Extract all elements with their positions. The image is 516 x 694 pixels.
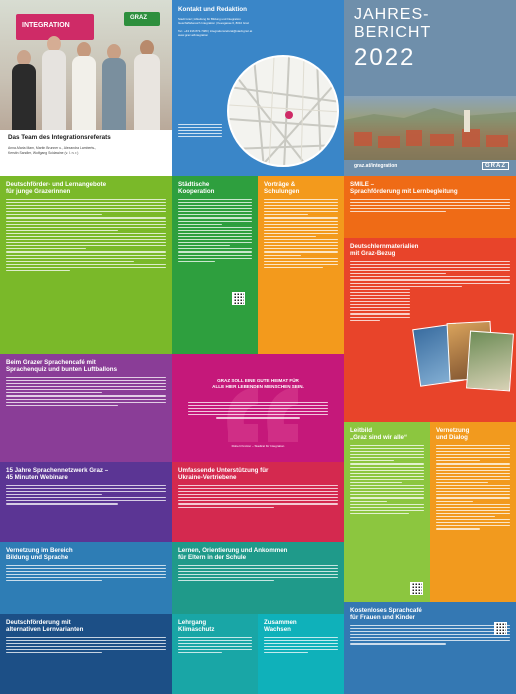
tile-vernetzung [430, 422, 516, 602]
tile-deutschlern-title: Deutschlernmaterialien mit Graz-Bezug [350, 243, 419, 258]
tile-alternativ-title: Deutschförderung mit alternativen Lernvarianten [6, 619, 84, 634]
tile-vortraege [258, 176, 344, 354]
tile-alternativ [0, 614, 172, 694]
cover-city-photo [344, 96, 516, 160]
tile-ukraine [172, 462, 344, 542]
tile-staedtische [172, 176, 258, 354]
person-4 [100, 44, 128, 130]
tile-vernetzung-title: Vernetzung und Dialog [436, 427, 470, 442]
qr-code-icon[interactable] [494, 622, 507, 635]
contact-line-2: Geschäftsbereich Integration | Keesgasse 6, 8010 Graz [178, 21, 250, 26]
qr-code-icon[interactable] [232, 292, 245, 305]
cover-year: 2022 [354, 44, 416, 71]
map-marker [285, 111, 293, 119]
cover-title-2: BERICHT [354, 24, 432, 41]
tile-leitbild [344, 422, 430, 602]
photo-banner: INTEGRATION [16, 14, 94, 40]
tile-sprachencafe [0, 354, 172, 462]
team-title: Das Team des Integrationsreferats [8, 134, 111, 141]
person-2 [40, 36, 68, 130]
tile-bildung-title: Vernetzung im Bereich Bildung und Sprache [6, 547, 73, 562]
cover-logo: GRAZ [482, 162, 509, 170]
tile-jahre15-title: 15 Jahre Sprachennetzwerk Graz – 45 Minuten Webinare [6, 467, 109, 482]
tile-smile [344, 176, 516, 238]
tile-deutschfoerder-title: Deutschförder- und Lernangebote für junge Grazerinnen [6, 181, 107, 196]
quote-section [172, 354, 344, 462]
tile-sprachencafe-title: Beim Grazer Sprachencafé mit Sprachenquiz und bunten Luftballons [6, 359, 118, 374]
contact-section [172, 0, 344, 176]
contact-line-1: Stadt Graz | Abteilung für Bildung und Integration [178, 17, 241, 21]
quote-author: Robert Krotzer – Stadtrat für Integration [231, 444, 285, 448]
map-circle [227, 55, 339, 167]
tile-deutschlern [344, 238, 516, 422]
tile-vortraege-title: Vorträge & Schulungen [264, 181, 300, 196]
team-names: Anna-Maria Mam, Martin Brunner u., Alexandra Lamberts-, Kerstin Sandler, Wolfgang Scidawine (v. l. n. r.) [8, 146, 97, 156]
tile-kostenlos [344, 602, 516, 694]
tile-zusammen [258, 614, 344, 694]
tile-staedtische-title: Städtische Kooperation [178, 181, 215, 196]
contact-line-4[interactable]: www.graz.at/integration [178, 33, 209, 38]
tile-lernen [172, 542, 344, 614]
map-streets [229, 57, 339, 167]
tile-zusammen-title: Zusammen Wachsen [264, 619, 297, 634]
quote-headline: GRAZ SOLL EINE GUTE HEIMAT FÜR ALLE HIER LEBENDEN MENSCHEN SEIN. [212, 378, 304, 390]
tile-leitbild-title: Leitbild „Graz sind wir alle“ [350, 427, 408, 442]
tile-bildung [0, 542, 172, 614]
team-photo [0, 0, 172, 130]
contact-title: Kontakt und Redaktion [178, 6, 247, 13]
badge-graz: GRAZ [124, 12, 160, 26]
person-3 [70, 42, 98, 130]
quote-body [188, 400, 328, 421]
cover-title-1: JAHRES- [354, 6, 430, 23]
contact-footnote [178, 122, 222, 139]
tile-smile-title: SMILE – Sprachförderung mit Lernbegleitung [350, 181, 458, 196]
cover-section [344, 0, 516, 176]
person-5 [132, 40, 162, 130]
book-cover-3[interactable] [466, 331, 514, 392]
tile-kostenlos-title: Kostenloses Sprachcafé für Frauen und Kinder [350, 607, 422, 622]
tile-lernen-title: Lernen, Orientierung und Ankommen für Eltern in der Schule [178, 547, 288, 562]
contact-line-3[interactable]: Tel.: +43 316 872-7480 | integrationsreferat@stadt.graz.at [178, 28, 253, 33]
cover-footer[interactable]: graz.at/integration [354, 163, 398, 169]
tile-ukraine-title: Umfassende Unterstützung für Ukraine-Vertriebene [178, 467, 269, 482]
team-section [0, 0, 172, 176]
tile-jahre15 [0, 462, 172, 542]
tile-klimaschutz [172, 614, 258, 694]
person-1 [10, 50, 38, 130]
qr-code-icon[interactable] [410, 582, 423, 595]
tile-deutschfoerder [0, 176, 172, 354]
tile-klimaschutz-title: Lehrgang Klimaschutz [178, 619, 215, 634]
